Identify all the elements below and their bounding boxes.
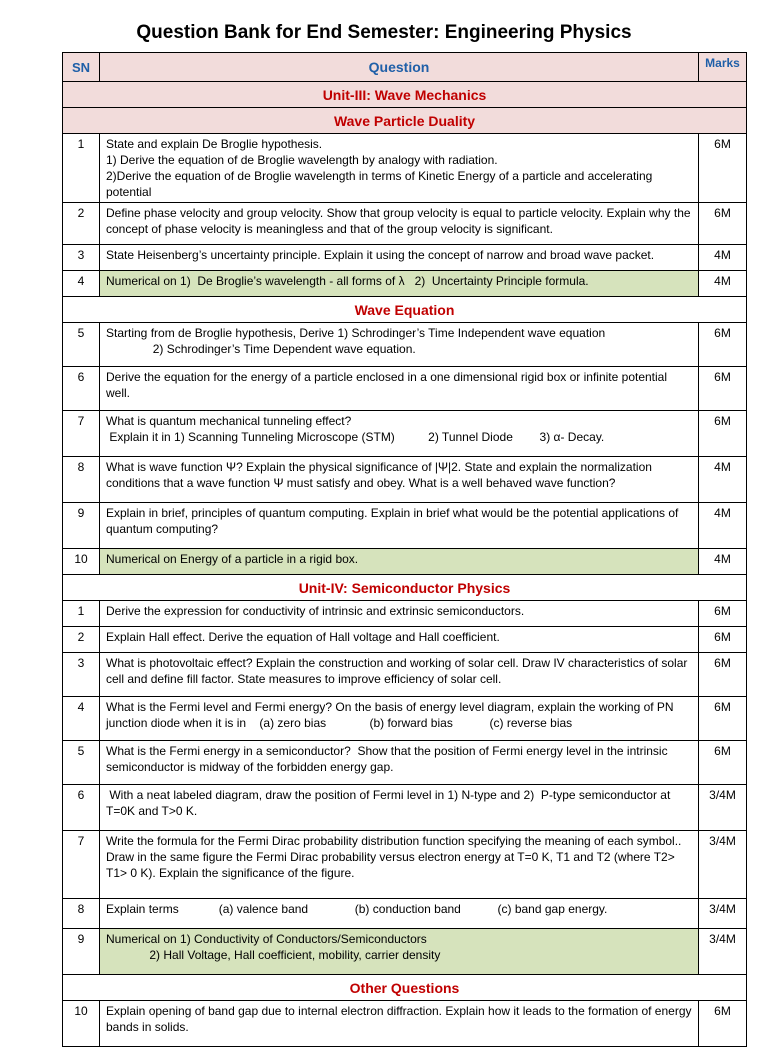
marks-value: 6M bbox=[699, 203, 747, 245]
table-row bbox=[63, 627, 747, 653]
unit-heading-row bbox=[63, 575, 747, 601]
question-line: Explain it in 1) Scanning Tunneling Microscope (STM) 2) Tunnel Diode 3) α- Decay. bbox=[106, 430, 605, 444]
question-line: 2) Hall Voltage, Hall coefficient, mobility, carrier density bbox=[106, 948, 441, 962]
table-row bbox=[63, 741, 747, 785]
question-text bbox=[100, 411, 699, 457]
question-line: Starting from de Broglie hypothesis, Derive 1) Schrodinger’s Time Independent wave equation bbox=[106, 326, 606, 340]
question-line: 2)Derive the equation of de Broglie wavelength in terms of Kinetic Energy of a particle and accelerating potential bbox=[106, 169, 656, 199]
question-line: Derive the expression for conductivity of intrinsic and extrinsic semiconductors. bbox=[106, 604, 525, 618]
table-row bbox=[63, 411, 747, 457]
serial-number: 9 bbox=[63, 929, 100, 975]
serial-number: 3 bbox=[63, 245, 100, 271]
serial-number: 3 bbox=[63, 653, 100, 697]
table-row bbox=[63, 899, 747, 929]
serial-number: 7 bbox=[63, 831, 100, 899]
serial-number: 6 bbox=[63, 367, 100, 411]
table-row bbox=[63, 457, 747, 503]
section-heading: Other Questions bbox=[63, 975, 747, 1001]
question-table bbox=[62, 52, 747, 1047]
marks-value: 6M bbox=[699, 601, 747, 627]
section-heading-row bbox=[63, 108, 747, 134]
marks-value: 4M bbox=[699, 271, 747, 297]
question-header: Question bbox=[100, 53, 699, 82]
table-row bbox=[63, 831, 747, 899]
table-row bbox=[63, 697, 747, 741]
question-line: 2) Schrodinger’s Time Dependent wave equation. bbox=[106, 342, 416, 356]
question-line: State and explain De Broglie hypothesis. bbox=[106, 137, 323, 151]
question-text bbox=[100, 627, 699, 653]
question-line: Explain Hall effect. Derive the equation of Hall voltage and Hall coefficient. bbox=[106, 630, 500, 644]
section-heading: Wave Particle Duality bbox=[63, 108, 747, 134]
question-text bbox=[100, 831, 699, 899]
question-text bbox=[100, 697, 699, 741]
question-text bbox=[100, 929, 699, 975]
marks-value: 6M bbox=[699, 697, 747, 741]
question-line: What is quantum mechanical tunneling effect? bbox=[106, 414, 352, 428]
question-text bbox=[100, 323, 699, 367]
question-line: Define phase velocity and group velocity. Show that group velocity is equal to particle velocity. Explain why the concept of phase velocity is meaningless and that of the group velocity is significant. bbox=[106, 206, 694, 236]
serial-number: 1 bbox=[63, 134, 100, 203]
serial-number: 10 bbox=[63, 549, 100, 575]
question-text bbox=[100, 367, 699, 411]
serial-number: 8 bbox=[63, 899, 100, 929]
marks-value: 4M bbox=[699, 503, 747, 549]
marks-value: 4M bbox=[699, 245, 747, 271]
question-line: With a neat labeled diagram, draw the position of Fermi level in 1) N-type and 2) P-type semiconductor at T=0K and T>0 K. bbox=[106, 788, 674, 818]
question-line: Explain in brief, principles of quantum computing. Explain in brief what would be the potential applications of quantum computing? bbox=[106, 506, 682, 536]
table-row bbox=[63, 601, 747, 627]
marks-value: 6M bbox=[699, 653, 747, 697]
question-line: What is wave function Ψ? Explain the physical significance of |Ψ|2. State and explain the normalization conditions that a wave function Ψ must satisfy and obey. What is a well behaved wave function? bbox=[106, 460, 656, 490]
section-heading-row bbox=[63, 297, 747, 323]
serial-number: 4 bbox=[63, 697, 100, 741]
marks-value: 4M bbox=[699, 549, 747, 575]
question-text bbox=[100, 899, 699, 929]
unit-heading: Unit-IV: Semiconductor Physics bbox=[63, 575, 747, 601]
question-text bbox=[100, 245, 699, 271]
marks-value: 3/4M bbox=[699, 929, 747, 975]
serial-number: 5 bbox=[63, 741, 100, 785]
question-text bbox=[100, 203, 699, 245]
question-text bbox=[100, 741, 699, 785]
serial-number: 6 bbox=[63, 785, 100, 831]
marks-value: 6M bbox=[699, 741, 747, 785]
question-text bbox=[100, 549, 699, 575]
question-line: What is the Fermi level and Fermi energy? On the basis of energy level diagram, explain the working of PN junction diode when it is in (a) zero bias (b) forward bias (c) reverse bias bbox=[106, 700, 677, 730]
table-header-row bbox=[63, 53, 747, 82]
question-line: Explain terms (a) valence band (b) conduction band (c) band gap energy. bbox=[106, 902, 608, 916]
question-line: Numerical on Energy of a particle in a rigid box. bbox=[106, 552, 359, 566]
question-text bbox=[100, 653, 699, 697]
serial-number: 7 bbox=[63, 411, 100, 457]
question-text bbox=[100, 601, 699, 627]
serial-number: 1 bbox=[63, 601, 100, 627]
table-row bbox=[63, 271, 747, 297]
unit-heading: Unit-III: Wave Mechanics bbox=[63, 82, 747, 108]
marks-value: 6M bbox=[699, 1001, 747, 1047]
serial-number: 5 bbox=[63, 323, 100, 367]
question-line: State Heisenberg’s uncertainty principle. Explain it using the concept of narrow and broad wave packet. bbox=[106, 248, 655, 262]
marks-value: 3/4M bbox=[699, 899, 747, 929]
question-text bbox=[100, 457, 699, 503]
table-row bbox=[63, 653, 747, 697]
sn-header: SN bbox=[63, 53, 100, 82]
marks-value: 6M bbox=[699, 323, 747, 367]
marks-value: 6M bbox=[699, 627, 747, 653]
question-text bbox=[100, 134, 699, 203]
serial-number: 2 bbox=[63, 627, 100, 653]
serial-number: 2 bbox=[63, 203, 100, 245]
table-row bbox=[63, 245, 747, 271]
marks-value: 4M bbox=[699, 457, 747, 503]
marks-value: 6M bbox=[699, 367, 747, 411]
table-row bbox=[63, 549, 747, 575]
serial-number: 9 bbox=[63, 503, 100, 549]
table-row bbox=[63, 367, 747, 411]
question-line: Derive the equation for the energy of a particle enclosed in a one dimensional rigid box or infinite potential well. bbox=[106, 370, 671, 400]
serial-number: 10 bbox=[63, 1001, 100, 1047]
table-row bbox=[63, 785, 747, 831]
question-line: Explain opening of band gap due to internal electron diffraction. Explain how it leads to the formation of energy bands in solids. bbox=[106, 1004, 695, 1034]
table-row bbox=[63, 929, 747, 975]
table-row bbox=[63, 134, 747, 203]
table-row bbox=[63, 203, 747, 245]
question-line: What is photovoltaic effect? Explain the construction and working of solar cell. Draw IV characteristics of solar cell and define fill factor. State measures to improve efficiency of solar cell. bbox=[106, 656, 691, 686]
serial-number: 8 bbox=[63, 457, 100, 503]
question-text bbox=[100, 785, 699, 831]
marks-value: 6M bbox=[699, 411, 747, 457]
question-line: Numerical on 1) De Broglie’s wavelength - all forms of λ 2) Uncertainty Principle formula. bbox=[106, 274, 589, 288]
table-row bbox=[63, 503, 747, 549]
table-row bbox=[63, 323, 747, 367]
question-text bbox=[100, 271, 699, 297]
marks-value: 3/4M bbox=[699, 785, 747, 831]
section-heading: Wave Equation bbox=[63, 297, 747, 323]
question-line: Numerical on 1) Conductivity of Conductors/Semiconductors bbox=[106, 932, 427, 946]
question-line: What is the Fermi energy in a semiconductor? Show that the position of Fermi energy level in the intrinsic semiconductor is midway of the forbidden energy gap. bbox=[106, 744, 671, 774]
marks-value: 3/4M bbox=[699, 831, 747, 899]
marks-value: 6M bbox=[699, 134, 747, 203]
page-title: Question Bank for End Semester: Engineering Physics bbox=[136, 22, 632, 43]
question-text bbox=[100, 503, 699, 549]
unit-heading-row bbox=[63, 82, 747, 108]
section-heading-row bbox=[63, 975, 747, 1001]
question-line: Write the formula for the Fermi Dirac probability distribution function specifying the meaning of each symbol.. Draw in the same figure the Fermi Dirac probability versus electron energy at T=0 K, T1 and T2 (where T2> T1> 0 K). Explain the significance of the figure. bbox=[106, 834, 685, 880]
serial-number: 4 bbox=[63, 271, 100, 297]
question-line: 1) Derive the equation of de Broglie wavelength by analogy with radiation. bbox=[106, 153, 498, 167]
marks-header: Marks bbox=[699, 53, 747, 82]
